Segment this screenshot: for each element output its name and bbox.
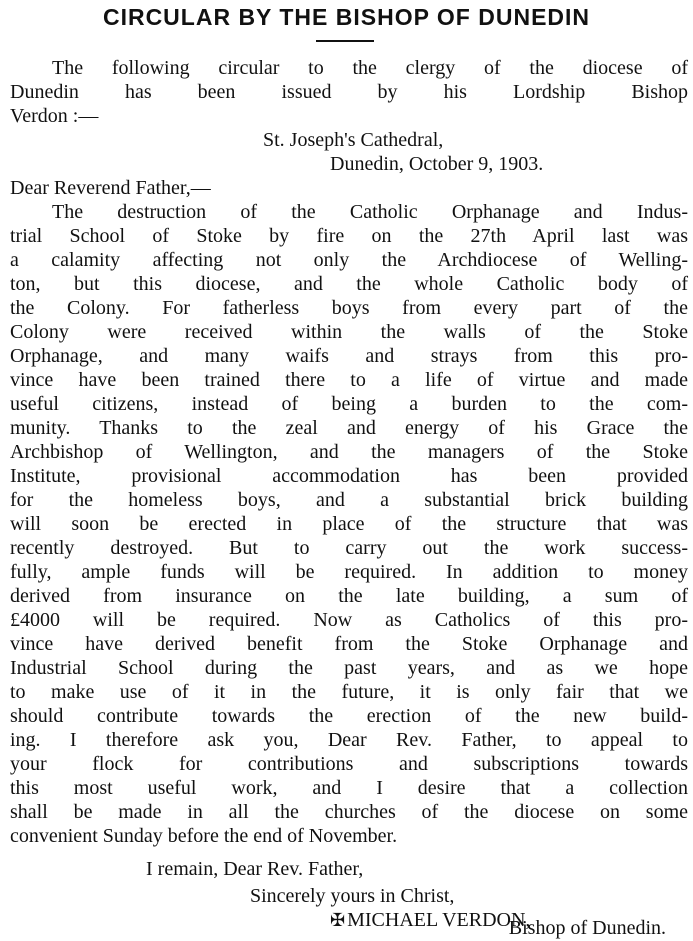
cross-icon: ✠ [330,910,346,930]
body-line: fully, ample funds will be required. In addition to money [10,561,688,583]
closing-remain: I remain, Dear Rev. Father, [146,858,364,880]
intro-line: Dunedin has been issued by his Lordship Bishop [10,81,688,103]
body-line: £4000 will be required. Now as Catholics of this pro- [10,609,688,631]
intro-line: Verdon :— [10,105,99,127]
body-line: derived from insurance on the late building, a sum of [10,585,688,607]
body-line: Industrial School during the past years, and as we hope [10,657,688,679]
body-line: Archbishop of Wellington, and the managers of the Stoke [10,441,688,463]
signatory-name: MICHAEL VERDON, [347,909,531,931]
body-line: The destruction of the Catholic Orphanage and Indus- [52,201,688,223]
body-line: will soon be erected in place of the structure that was [10,513,688,535]
address-line: Dunedin, October 9, 1903. [330,153,544,175]
address-line: St. Joseph's Cathedral, [263,129,444,151]
body-line: useful citizens, instead of being a burden to the com- [10,393,688,415]
body-line: recently destroyed. But to carry out the work success- [10,537,688,559]
body-line: trial School of Stoke by fire on the 27th April last was [10,225,688,247]
body-line: vince have derived benefit from the Stoke Orphanage and [10,633,688,655]
body-line: ton, but this diocese, and the whole Catholic body of [10,273,688,295]
body-line: Colony were received within the walls of the Stoke [10,321,688,343]
body-line: ing. I therefore ask you, Dear Rev. Father, to appeal to [10,729,688,751]
closing-sincerely: Sincerely yours in Christ, [250,885,455,907]
body-line: should contribute towards the erection of the new build- [10,705,688,727]
body-line: convenient Sunday before the end of November. [10,825,398,847]
body-line: your flock for contributions and subscriptions towards [10,753,688,775]
body-line: the Colony. For fatherless boys from every part of the [10,297,688,319]
body-line: a calamity affecting not only the Archdiocese of Welling- [10,249,688,271]
signatory-title: Bishop of Dunedin. [508,917,666,939]
body-line: vince have been trained there to a life of virtue and made [10,369,688,391]
article-title: CIRCULAR BY THE BISHOP OF DUNEDIN [102,4,591,30]
body-line: to make use of it in the future, it is only fair that we [10,681,688,703]
intro-line: The following circular to the clergy of the diocese of [52,57,688,79]
body-line: for the homeless boys, and a substantial brick building [10,489,688,511]
body-line: Institute, provisional accommodation has been provided [10,465,688,487]
salutation: Dear Reverend Father,— [10,177,211,199]
body-line: shall be made in all the churches of the diocese on some [10,801,688,823]
body-line: this most useful work, and I desire that a collection [10,777,688,799]
body-line: munity. Thanks to the zeal and energy of his Grace the [10,417,688,439]
body-line: Orphanage, and many waifs and strays from this pro- [10,345,688,367]
title-divider [316,40,374,42]
